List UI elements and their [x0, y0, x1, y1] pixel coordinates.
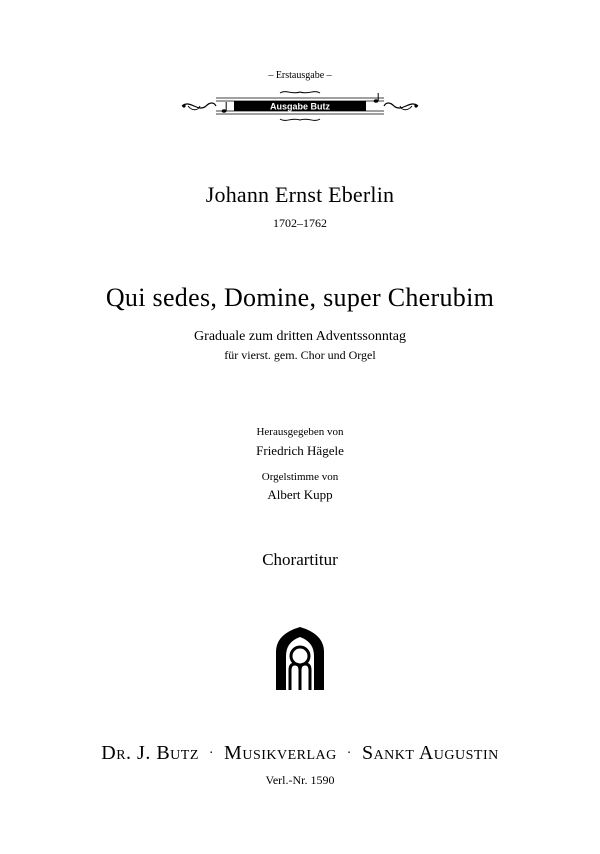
catalog-number: Verl.-Nr. 1590	[265, 773, 335, 787]
publisher-name: Dr. J. Butz	[101, 742, 199, 764]
organ-part-label: Orgelstimme von	[261, 471, 339, 483]
separator-dot: ·	[208, 746, 215, 762]
gothic-window-icon	[273, 626, 327, 690]
work-subtitle: Graduale zum dritten Adventssonntag	[194, 329, 406, 344]
score-type: Chorartitur	[262, 550, 338, 569]
composer-lifespan: 1702–1762	[273, 216, 327, 230]
edition-label: – Erstausgabe –	[268, 70, 332, 81]
publisher-type: Musikverlag	[224, 742, 337, 764]
publisher-logo	[0, 626, 600, 690]
scoring-text: für vierst. gem. Chor und Orgel	[224, 348, 376, 362]
badge-text: Ausgabe Butz	[269, 101, 331, 112]
work-title: Qui sedes, Domine, super Cherubim	[105, 283, 495, 312]
editor-label: Herausgegeben von	[256, 426, 344, 438]
editor-name: Friedrich Hägele	[256, 443, 344, 458]
organ-part-name: Albert Kupp	[267, 487, 333, 502]
publisher-city: Sankt Augustin	[361, 742, 499, 764]
ornamental-music-banner-icon	[180, 89, 420, 123]
separator-dot: ·	[346, 746, 352, 762]
composer-name: Johann Ernst Eberlin	[205, 182, 395, 207]
publisher-line	[0, 742, 600, 765]
ausgabe-butz-badge	[0, 89, 600, 123]
